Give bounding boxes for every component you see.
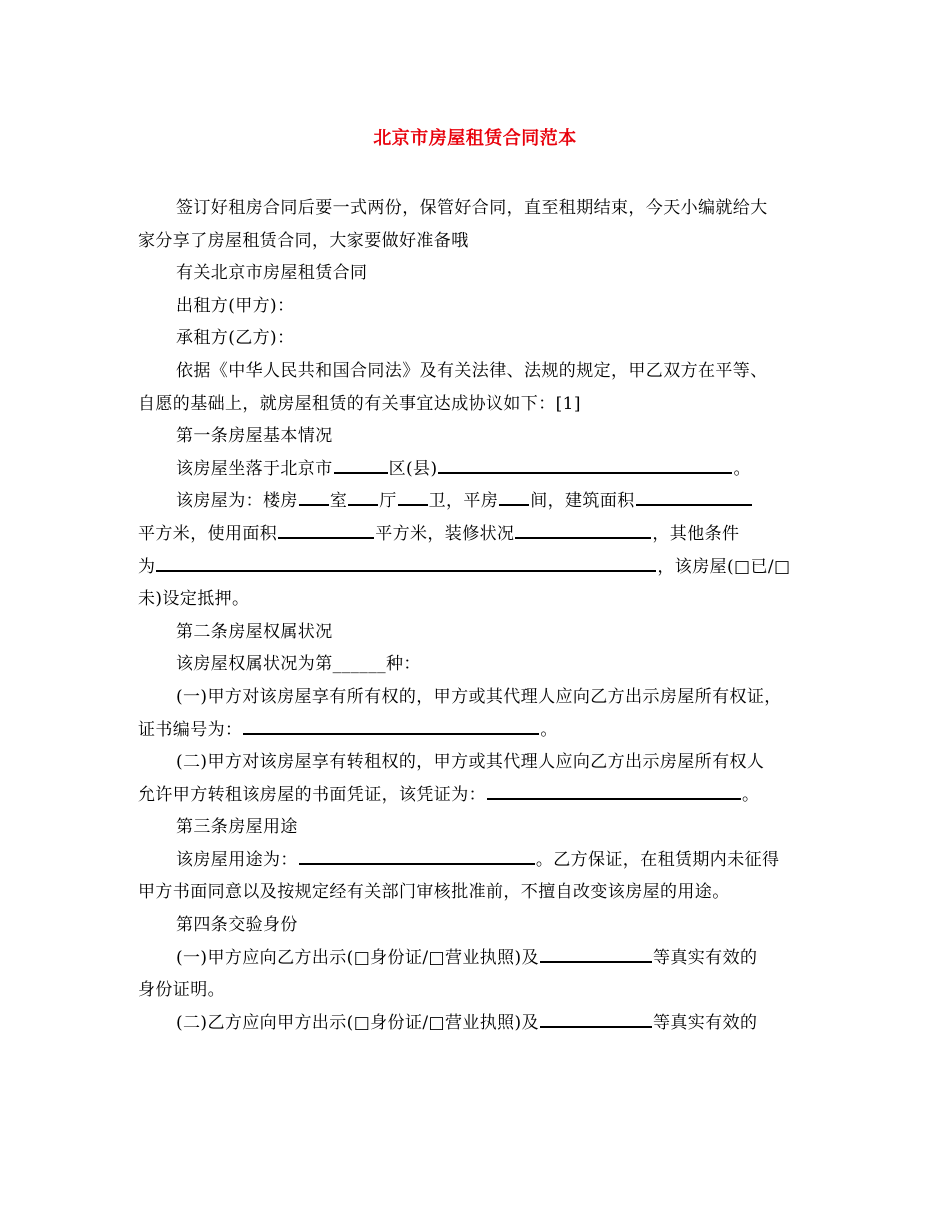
ownership-line: 该房屋权属状况为第______种： [176,654,421,675]
ownership-1-text: (一)甲方对该房屋享有所有权的，甲方或其代理人应向乙方出示房屋所有权证， [176,686,782,707]
other-label: ，其他条件 [652,523,740,544]
intro-line-1: 签订好租房合同后要一式两份，保管好合同，直至租期结束，今天小编就给大 [176,198,768,218]
area-line [138,518,814,551]
use-line-cont: 甲方书面同意以及按规定经有关部门审核批准前，不擅自改变该房屋的用途。 [138,882,730,903]
mortgage-line: 未)设定抵押。 [138,589,250,610]
ownership-1-line [138,681,814,714]
lessee-line: 承租方(乙方)： [176,328,295,349]
use-label: 该房屋用途为： [176,849,298,870]
certificate-blank [243,718,539,735]
article-4-title: 第四条交验身份 [176,915,298,936]
article-2-title: 第二条房屋权属状况 [176,621,333,642]
hall-label: 厅 [379,491,397,512]
basis-line-2: 自愿的基础上，就房屋租赁的有关事宜达成协议如下：[1] [138,393,581,414]
sublease-line [138,779,814,812]
certificate-end: 。 [540,719,558,740]
bath-label: 卫，平房 [428,491,499,512]
basis-paragraph-cont [138,388,814,421]
article-1-title: 第一条房屋基本情况 [176,426,333,447]
identity-2-blank [540,1011,652,1028]
location-end: 。 [733,458,751,479]
identity-2-line [138,1007,814,1040]
basis-line-1: 依据《中华人民共和国合同法》及有关法律、法规的规定，甲乙双方在平等、 [176,360,768,381]
identity-1-line [138,942,814,975]
use-blank [299,848,535,865]
certificate-label: 证书编号为： [138,719,243,740]
house-label: 该房屋为：楼房 [176,491,298,512]
identity-1-end: 等真实有效的 [652,947,758,968]
document-title: 北京市房屋租赁合同范本 [373,128,577,149]
ownership-2-text: (二)甲方对该房屋享有转租权的，甲方或其代理人应向乙方出示房屋所有权人 [176,752,765,773]
house-type-line [138,485,814,518]
district-blank [334,457,388,474]
identity-2-label: (二)乙方应向甲方出示(□身份证/□营业执照)及 [176,1012,539,1033]
use-guarantee: 。乙方保证，在租赁期内未征得 [535,849,780,870]
mortgage-label: ，该房屋(□已/□ [657,556,791,577]
intro-line-2: 家分享了房屋租赁合同，大家要做好准备哦 [138,230,469,251]
building-area-blank [636,489,752,506]
conditions-blank [156,555,656,572]
location-label: 该房屋坐落于北京市 [176,458,333,479]
decoration-label: 平方米，装修状况 [375,523,515,544]
area-label: 间，建筑面积 [530,491,635,512]
sublease-end: 。 [742,784,760,805]
identity-1-label: (一)甲方应向乙方出示(□身份证/□营业执照)及 [176,947,539,968]
room-blank [299,489,329,506]
conditions-label: 为 [138,556,156,577]
certificate-line [138,714,814,747]
identity-1-cont: 身份证明。 [138,980,225,1001]
hall-blank [348,489,378,506]
conditions-line [138,551,814,584]
document-body [138,192,814,1039]
sublease-blank [487,783,741,800]
address-blank [438,457,732,474]
use-line [138,844,814,877]
decoration-blank [515,522,651,539]
room-label: 室 [329,491,348,512]
intro-paragraph-cont [138,225,814,258]
intro-paragraph [138,192,814,225]
ownership-2-line [138,746,814,779]
bath-blank [398,489,428,506]
identity-1-blank [540,946,652,963]
sublease-label: 允许甲方转租该房屋的书面凭证，该凭证为： [138,784,486,805]
identity-2-end: 等真实有效的 [652,1012,758,1033]
basis-paragraph [138,355,814,388]
usable-area-label: 平方米，使用面积 [138,523,278,544]
lessor-line: 出租方(甲方)： [176,295,295,316]
district-label: 区(县) [388,458,438,479]
bungalow-blank [499,489,529,506]
main-heading: 有关北京市房屋租赁合同 [176,263,368,284]
article-3-title: 第三条房屋用途 [176,817,298,838]
location-line [138,453,814,486]
usable-area-blank [278,522,374,539]
